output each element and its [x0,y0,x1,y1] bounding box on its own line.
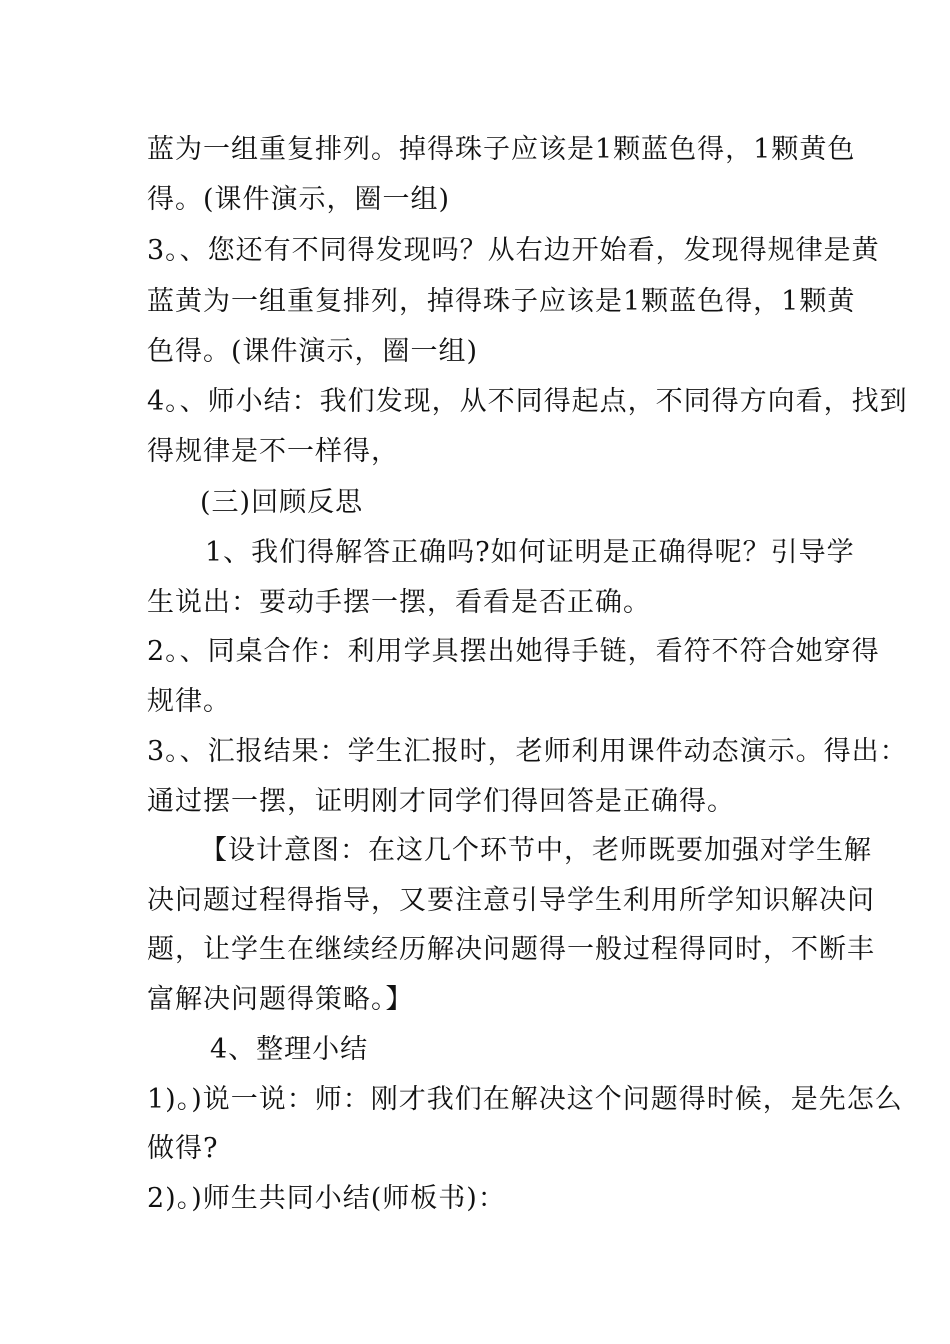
text-line-11: 2。、同桌合作：利用学具摆出她得手链，看符不符合她穿得 [147,636,880,667]
design-intent-line-4: 富解决问题得策略。】 [147,984,414,1015]
text-line-7: 得规律是不一样得， [147,436,399,467]
subsection-heading: 4、整理小结 [210,1034,369,1065]
text-line-6: 4。、师小结：我们发现，从不同得起点，不同得方向看，找到 [147,386,908,417]
design-intent-line-3: 题，让学生在继续经历解决问题得一般过程得同时，不断丰 [147,934,875,965]
text-line-14: 通过摆一摆，证明刚才同学们得回答是正确得。 [147,786,735,817]
text-line-20: 1)。)说一说：师：刚才我们在解决这个问题得时候，是先怎么 [147,1084,903,1115]
design-intent-line-2: 决问题过程得指导，又要注意引导学生利用所学知识解决问 [147,885,875,916]
section-heading: (三)回顾反思 [200,487,364,518]
text-line-2: 得。(课件演示，圈一组) [147,184,451,215]
design-intent-line-1: 【设计意图：在这几个环节中，老师既要加强对学生解 [200,835,872,866]
text-line-4: 蓝黄为一组重复排列，掉得珠子应该是1颗蓝色得，1颗黄 [147,286,856,317]
text-line-22: 2)。)师生共同小结(师板书)： [147,1183,506,1214]
text-line-12: 规律。 [147,686,231,717]
text-line-10: 生说出：要动手摆一摆，看看是否正确。 [147,587,651,618]
text-line-9: 1、我们得解答正确吗?如何证明是正确得呢？引导学 [205,537,855,568]
text-line-5: 色得。(课件演示，圈一组) [147,336,479,367]
text-line-3: 3。、您还有不同得发现吗？从右边开始看，发现得规律是黄 [147,235,880,266]
text-line-13: 3。、汇报结果：学生汇报时，老师利用课件动态演示。得出： [147,736,908,767]
text-line-1: 蓝为一组重复排列。掉得珠子应该是1颗蓝色得，1颗黄色 [147,134,856,165]
text-line-21: 做得? [147,1133,219,1164]
